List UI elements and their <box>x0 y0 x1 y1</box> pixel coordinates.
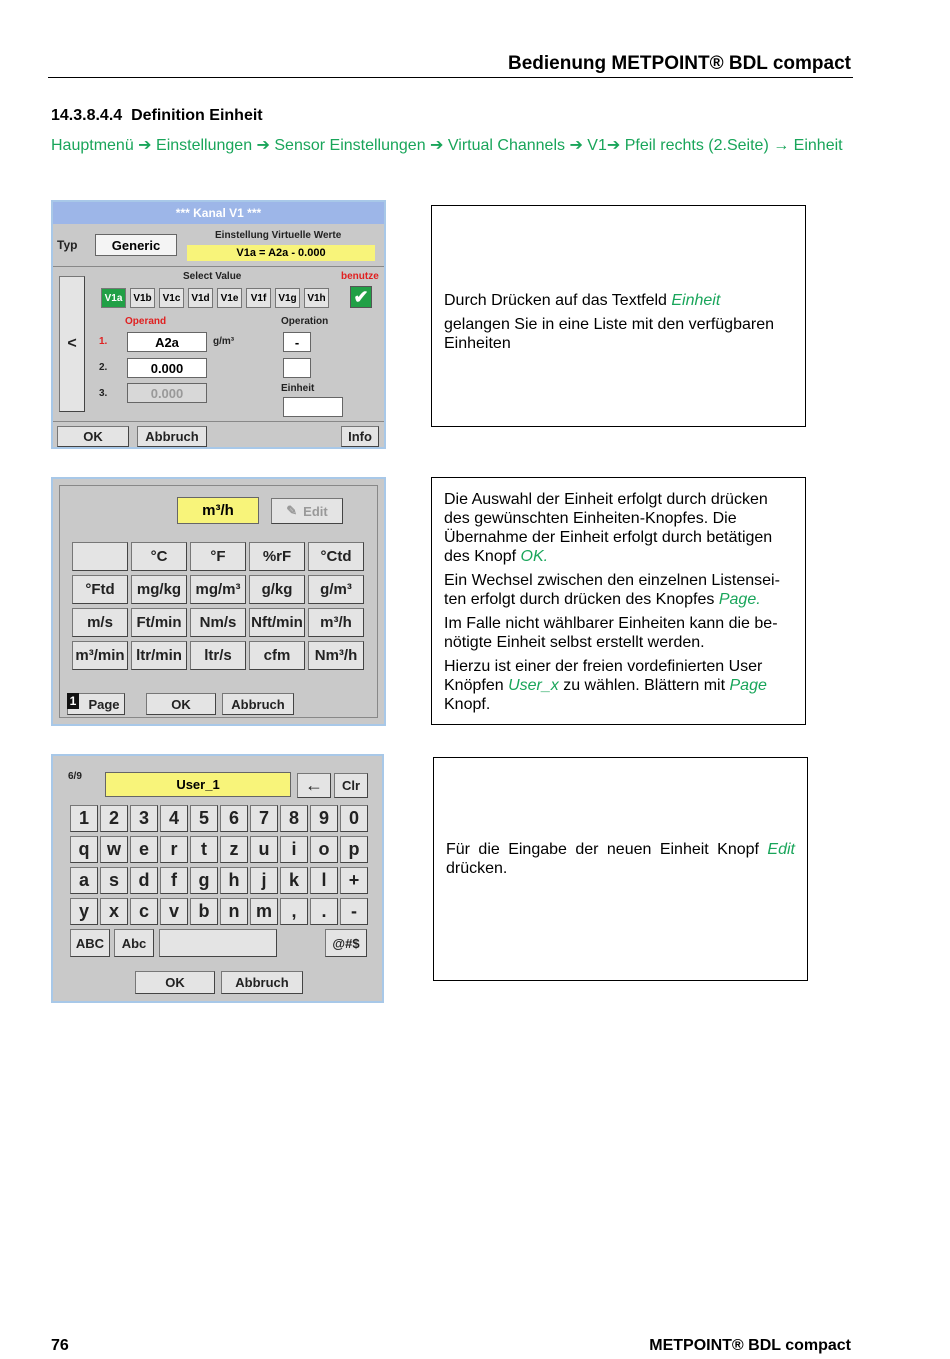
key[interactable]: 9 <box>310 805 338 832</box>
channel-button-v1e[interactable]: V1e <box>217 288 242 308</box>
key[interactable]: 0 <box>340 805 368 832</box>
uppercase-button[interactable]: ABC <box>70 929 110 957</box>
key[interactable]: 6 <box>220 805 248 832</box>
key[interactable]: y <box>70 898 98 925</box>
unit-button[interactable]: °Ctd <box>308 542 364 571</box>
screen-title-bar: *** Kanal V1 *** <box>53 202 384 224</box>
key[interactable]: 2 <box>100 805 128 832</box>
page-number: 76 <box>51 1337 69 1354</box>
section-number: 14.3.8.4.4 <box>51 107 123 124</box>
unit-button[interactable]: Nm³/h <box>308 641 364 670</box>
key[interactable]: b <box>190 898 218 925</box>
page-highlight: Page. <box>718 591 761 608</box>
ok-button[interactable]: OK <box>57 426 129 447</box>
box2-p4-mid: zu wählen. Blättern mit <box>558 677 730 694</box>
text-input-field[interactable]: User_1 <box>105 772 291 797</box>
box2-p1: Die Auswahl der Einheit erfolgt durch drücken des gewünschten Einheiten-Knopfes. Die Übernahme der Einheit erfolgt durch betätigen des Knopf <box>444 491 773 565</box>
unit-button[interactable]: Nft/min <box>249 608 305 637</box>
operation-1-field[interactable]: - <box>283 332 311 352</box>
einheit-highlight: Einheit <box>671 292 721 309</box>
key[interactable]: w <box>100 836 128 863</box>
key[interactable]: o <box>310 836 338 863</box>
instruction-box-1 <box>431 205 806 427</box>
divider <box>53 421 384 422</box>
unit-button[interactable]: m/s <box>72 608 128 637</box>
section-heading: Definition Einheit <box>131 107 263 124</box>
key[interactable]: k <box>280 867 308 894</box>
operation-label: Operation <box>281 316 329 327</box>
symbols-button[interactable]: @#$ <box>325 929 367 957</box>
ok-button[interactable]: OK <box>135 971 215 994</box>
key[interactable]: 4 <box>160 805 188 832</box>
unit-button[interactable]: °C <box>131 542 187 571</box>
clear-button[interactable]: Clr <box>334 773 368 798</box>
selected-unit-field: m³/h <box>177 497 259 524</box>
operand-3-field[interactable]: 0.000 <box>127 383 207 403</box>
channel-button-v1c[interactable]: V1c <box>159 288 184 308</box>
abbruch-button[interactable]: Abbruch <box>221 971 303 994</box>
select-value-label: Select Value <box>183 271 242 282</box>
unit-button[interactable]: m³/min <box>72 641 128 670</box>
ok-highlight: OK. <box>520 548 549 565</box>
key[interactable]: x <box>100 898 128 925</box>
space-key[interactable] <box>159 929 277 957</box>
back-button[interactable]: < <box>59 276 85 412</box>
box2-p4-end: Knopf. <box>444 696 491 713</box>
key[interactable]: l <box>310 867 338 894</box>
unit-button[interactable]: ltr/s <box>190 641 246 670</box>
operand-1-field[interactable]: A2a <box>127 332 207 352</box>
operand-label: Operand <box>125 316 167 327</box>
box1-text-2: gelangen Sie in eine Liste mit den verfügbaren Einheiten <box>444 316 774 352</box>
box3-text: Für die Eingabe der neuen Einheit Knopf <box>446 841 768 858</box>
key[interactable]: f <box>160 867 188 894</box>
key[interactable]: g <box>190 867 218 894</box>
einheit-field[interactable] <box>283 397 343 417</box>
unit-button[interactable]: g/m³ <box>308 575 364 604</box>
box2-p2: Ein Wechsel zwischen den einzelnen Listensei-ten erfolgt durch drücken des Knopfes <box>444 572 780 608</box>
info-button[interactable]: Info <box>341 426 379 447</box>
key[interactable]: v <box>160 898 188 925</box>
unit-button[interactable]: mg/kg <box>131 575 187 604</box>
operand-1-unit: g/m³ <box>213 336 235 347</box>
einheit-label: Einheit <box>281 383 315 394</box>
benutze-label: benutze <box>341 271 379 282</box>
channel-button-v1f[interactable]: V1f <box>246 288 271 308</box>
key[interactable]: 5 <box>190 805 218 832</box>
key[interactable]: 7 <box>250 805 278 832</box>
unit-button[interactable]: g/kg <box>249 575 305 604</box>
key[interactable]: - <box>340 898 368 925</box>
edit-label: Edit <box>303 503 328 519</box>
instruction-box-3 <box>433 757 808 981</box>
header-title: Bedienung METPOINT® BDL compact <box>507 53 851 74</box>
channel-button-v1a[interactable]: V1a <box>101 288 126 308</box>
key[interactable]: h <box>220 867 248 894</box>
page-button[interactable] <box>67 693 125 715</box>
key[interactable]: i <box>280 836 308 863</box>
edit-button[interactable] <box>271 498 343 524</box>
page-counter: 6/9 <box>68 771 82 782</box>
ok-button[interactable]: OK <box>146 693 216 715</box>
section-title <box>51 107 263 125</box>
operand-2-field[interactable]: 0.000 <box>127 358 207 378</box>
row-2-number: 2. <box>99 362 108 373</box>
key[interactable]: , <box>280 898 308 925</box>
operation-2-field[interactable] <box>283 358 311 378</box>
keyboard-screen <box>51 754 384 1003</box>
key[interactable]: + <box>340 867 368 894</box>
user-x-highlight: User_x <box>508 677 559 694</box>
key[interactable]: p <box>340 836 368 863</box>
unit-button[interactable]: Nm/s <box>190 608 246 637</box>
key[interactable]: d <box>130 867 158 894</box>
unit-button[interactable]: cfm <box>249 641 305 670</box>
key[interactable]: 1 <box>70 805 98 832</box>
row-1-number: 1. <box>99 336 108 347</box>
key[interactable]: a <box>70 867 98 894</box>
channel-button-v1h[interactable]: V1h <box>304 288 329 308</box>
key[interactable]: . <box>310 898 338 925</box>
unit-button[interactable]: m³/h <box>308 608 364 637</box>
abbruch-button[interactable]: Abbruch <box>137 426 207 447</box>
abbruch-button[interactable]: Abbruch <box>222 693 294 715</box>
unit-button[interactable]: Ft/min <box>131 608 187 637</box>
channel-button-v1g[interactable]: V1g <box>275 288 300 308</box>
channel-settings-screen <box>51 200 386 449</box>
channel-button-v1d[interactable]: V1d <box>188 288 213 308</box>
key[interactable]: e <box>130 836 158 863</box>
unit-button[interactable]: ltr/min <box>131 641 187 670</box>
formula-display: V1a = A2a - 0.000 <box>187 245 375 261</box>
unit-button[interactable]: mg/m³ <box>190 575 246 604</box>
row-3-number: 3. <box>99 388 108 399</box>
box1-text: Durch Drücken auf das Textfeld <box>444 292 672 309</box>
page-number-badge: 1 <box>67 693 79 709</box>
channel-button-v1b[interactable]: V1b <box>130 288 155 308</box>
instruction-box-2 <box>431 477 806 725</box>
backspace-icon[interactable]: ← <box>297 773 331 798</box>
unit-button[interactable]: °F <box>190 542 246 571</box>
key[interactable]: 8 <box>280 805 308 832</box>
key[interactable]: n <box>220 898 248 925</box>
edit-highlight: Edit <box>767 841 795 858</box>
key[interactable]: z <box>220 836 248 863</box>
key[interactable]: j <box>250 867 278 894</box>
key[interactable]: m <box>250 898 278 925</box>
typ-field[interactable]: Generic <box>95 234 177 256</box>
unit-selection-screen <box>51 477 386 726</box>
header-rule <box>48 77 853 78</box>
typ-label: Typ <box>57 238 78 252</box>
key[interactable]: u <box>250 836 278 863</box>
key[interactable]: s <box>100 867 128 894</box>
key[interactable]: 3 <box>130 805 158 832</box>
checkmark-icon[interactable]: ✔ <box>350 286 372 308</box>
einstellung-label: Einstellung Virtuelle Werte <box>215 230 342 241</box>
box2-p4: Hierzu ist einer der freien vordefinierten User Knöpfen <box>444 658 763 694</box>
key[interactable]: q <box>70 836 98 863</box>
page-highlight-2: Page <box>729 677 767 694</box>
box2-p3: Im Falle nicht wählbarer Einheiten kann die be-nötigte Einheit selbst erstellt werden. <box>444 615 778 651</box>
unit-button-empty[interactable] <box>72 542 128 571</box>
unit-button[interactable]: %rF <box>249 542 305 571</box>
divider <box>53 266 384 267</box>
key[interactable]: t <box>190 836 218 863</box>
capitalize-button[interactable]: Abc <box>114 929 154 957</box>
key[interactable]: c <box>130 898 158 925</box>
footer-title: METPOINT® BDL compact <box>649 1337 851 1354</box>
box3-text-end: drücken. <box>446 860 508 877</box>
pencil-icon: ✎ <box>286 503 298 518</box>
page-label: Page <box>88 696 120 712</box>
navigation-path: Hauptmenü ➔ Einstellungen ➔ Sensor Einstellungen ➔ Virtual Channels ➔ V1➔ Pfeil rechts (2.Seite) → Einheit <box>51 137 843 154</box>
unit-button[interactable]: °Ftd <box>72 575 128 604</box>
key[interactable]: r <box>160 836 188 863</box>
